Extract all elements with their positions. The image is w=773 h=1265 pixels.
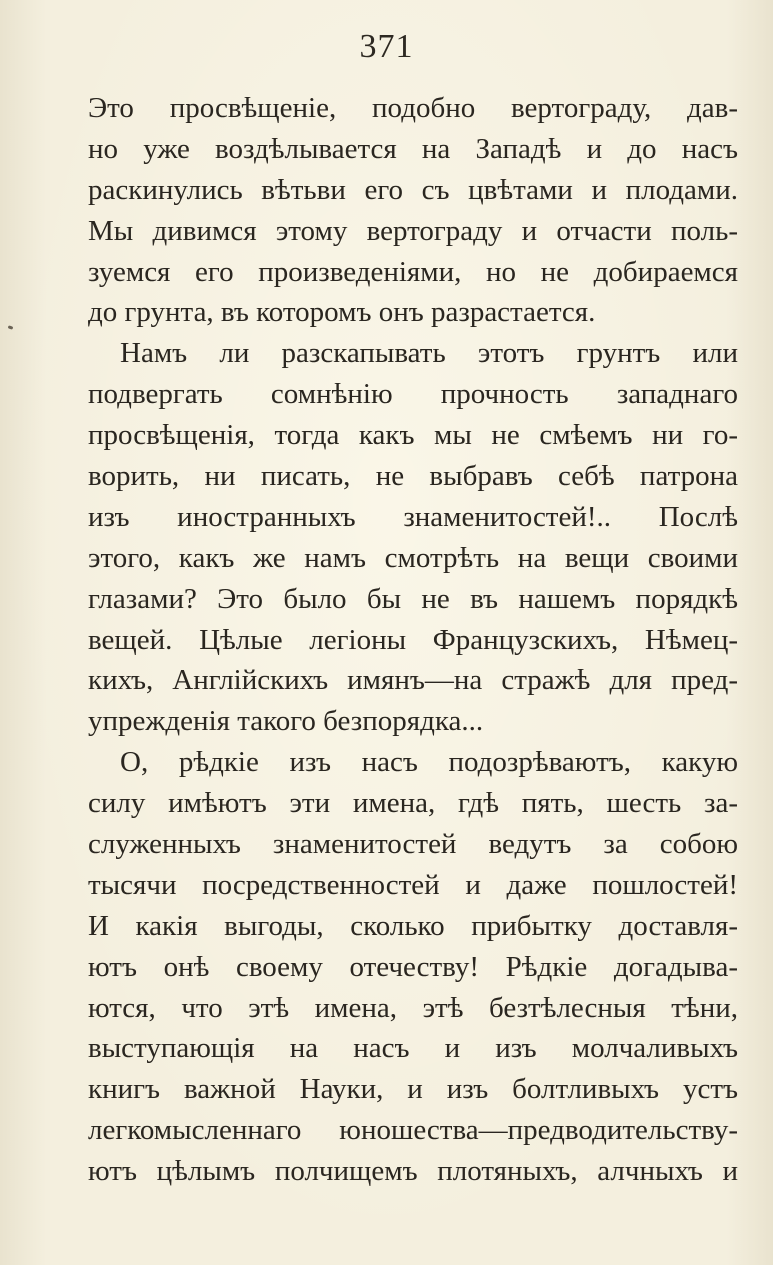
ink-speck — [8, 325, 14, 330]
text-line: ворить, ни писать, не выбравъ себѣ патрона — [88, 460, 738, 493]
text-line: служенныхъ знаменитостей ведутъ за собою — [88, 828, 738, 861]
text-line: раскинулись вѣтьви его съ цвѣтами и плодами. — [88, 173, 738, 206]
text-line: книгъ важной Науки, и изъ болтливыхъ устъ — [88, 1073, 738, 1106]
text-line: выступающія на насъ и изъ молчаливыхъ — [88, 1032, 738, 1065]
text-line: ютъ цѣлымъ полчищемъ плотяныхъ, алчныхъ и — [88, 1155, 738, 1188]
text-line: Мы дивимся этому вертограду и отчасти поль- — [88, 214, 738, 247]
text-line: но уже воздѣлывается на Западѣ и до насъ — [88, 132, 738, 165]
text-line: Это просвѣщеніе, подобно вертограду, дав- — [88, 92, 738, 124]
text-line: Намъ ли разскапывать этотъ грунтъ или — [120, 337, 738, 370]
text-line: ются, что этѣ имена, этѣ безтѣлесныя тѣни, — [88, 991, 738, 1024]
text-line: подвергать сомнѣнію прочность западнаго — [88, 378, 738, 411]
text-line: вещей. Цѣлые легіоны Французскихъ, Нѣмец- — [88, 623, 738, 656]
text-line: изъ иностранныхъ знаменитостей!.. Послѣ — [88, 500, 738, 533]
text-line: глазами? Это было бы не въ нашемъ порядкѣ — [88, 582, 738, 615]
text-line: И какія выгоды, сколько прибытку доставля- — [88, 909, 738, 942]
text-line: тысячи посредственностей и даже пошлостей! — [88, 868, 738, 901]
text-line: легкомысленнаго юношества—предводительству- — [88, 1114, 738, 1147]
text-line: кихъ, Англійскихъ имянъ—на стражѣ для пред- — [88, 664, 738, 697]
text-line: силу имѣютъ эти имена, гдѣ пять, шесть за- — [88, 787, 738, 820]
body-text — [88, 88, 738, 1192]
text-line: ютъ онѣ своему отечеству! Рѣдкіе догадыва- — [88, 950, 738, 983]
text-line: зуемся его произведеніями, но не добираемся — [88, 255, 738, 288]
text-line: просвѣщенія, тогда какъ мы не смѣемъ ни го- — [88, 419, 738, 452]
page-number: 371 — [359, 28, 414, 65]
text-line: этого, какъ же намъ смотрѣть на вещи своими — [88, 541, 738, 574]
text-line: О, рѣдкіе изъ насъ подозрѣваютъ, какую — [120, 746, 738, 779]
text-line: до грунта, въ которомъ онъ разрастается. — [88, 296, 596, 329]
text-line: упрежденія такого безпорядка... — [88, 705, 484, 738]
